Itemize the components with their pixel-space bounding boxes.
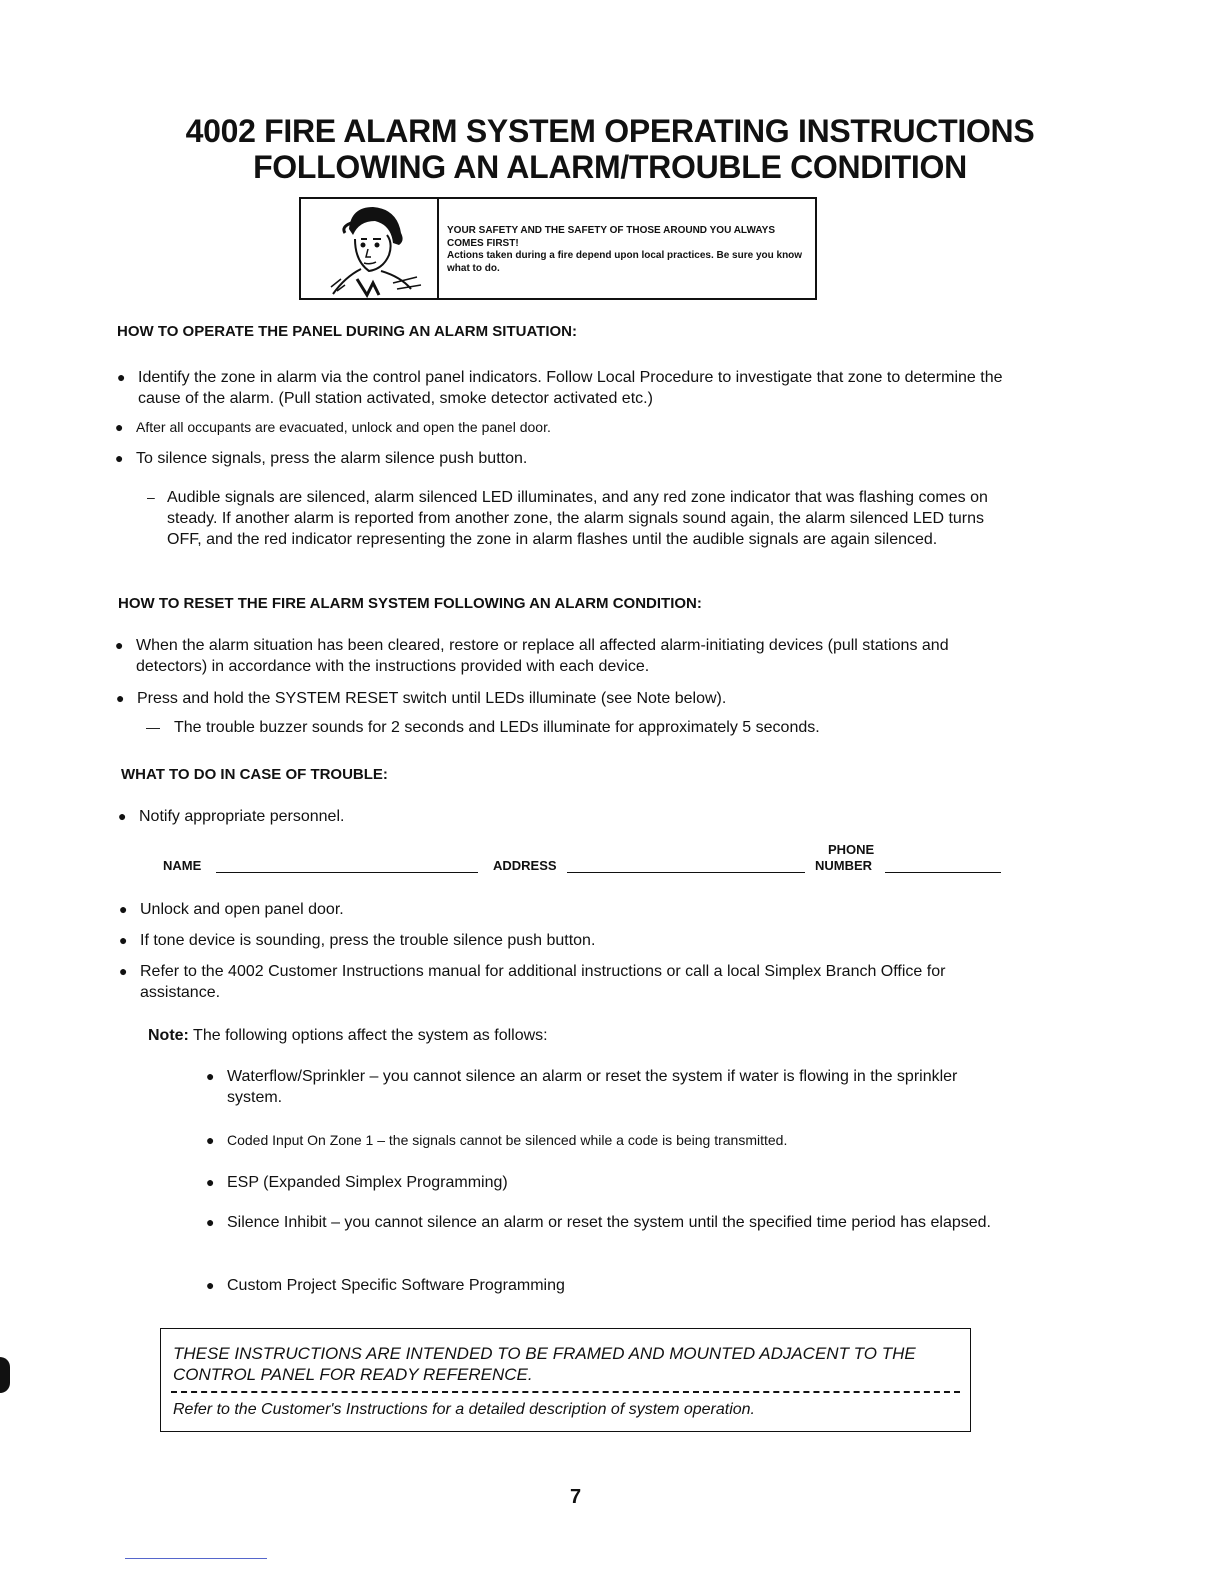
note-label: Note: — [148, 1027, 189, 1044]
list-item: ● Refer to the 4002 Customer Instructions manual for additional instructions or call a local Simplex Branch Office for assistance. — [119, 963, 946, 1001]
note-option: ● Waterflow/Sprinkler – you cannot silence an alarm or reset the system if water is flowing in the sprinkler system. — [206, 1068, 958, 1106]
safety-notice-text — [439, 199, 815, 298]
note-option: ● ESP (Expanded Simplex Programming) — [206, 1174, 508, 1191]
reset-section-heading: HOW TO RESET THE FIRE ALARM SYSTEM FOLLOWING AN ALARM CONDITION: — [118, 595, 702, 612]
address-label: ADDRESS — [493, 858, 557, 873]
bullet-icon: ● — [118, 808, 127, 824]
bullet-icon: ● — [206, 1132, 215, 1148]
bullet-icon: ● — [206, 1277, 215, 1293]
bullet-icon: ● — [116, 690, 125, 706]
bullet-icon: ● — [119, 901, 128, 917]
bottom-rule — [125, 1558, 267, 1559]
list-sub-item: — The trouble buzzer sounds for 2 seconds and LEDs illuminate for approximately 5 seconds. — [146, 719, 820, 736]
footer-divider — [171, 1391, 960, 1393]
title-line-2: FOLLOWING AN ALARM/TROUBLE CONDITION — [253, 149, 967, 185]
bullet-icon: ● — [115, 419, 124, 435]
alarm-section-heading: HOW TO OPERATE THE PANEL DURING AN ALARM SITUATION: — [117, 323, 577, 340]
phone-label: PHONE — [828, 842, 875, 857]
note-option: ● Coded Input On Zone 1 – the signals cannot be silenced while a code is being transmitted. — [227, 1130, 997, 1151]
dash-icon: – — [147, 489, 155, 505]
list-item: ● Unlock and open panel door. — [119, 901, 344, 918]
note-option: ● Silence Inhibit – you cannot silence an alarm or reset the system until the specified time period has elapsed. — [206, 1214, 991, 1231]
trouble-section-heading: WHAT TO DO IN CASE OF TROUBLE: — [121, 766, 388, 783]
phone-number-field[interactable] — [885, 872, 1001, 873]
bullet-icon: ● — [117, 369, 126, 385]
title-line-1: 4002 FIRE ALARM SYSTEM OPERATING INSTRUCTIONS — [185, 113, 1035, 149]
footer-main-text: THESE INSTRUCTIONS ARE INTENDED TO BE FRAMED AND MOUNTED ADJACENT TO THE CONTROL PANEL FOR READY REFERENCE. — [173, 1344, 916, 1384]
note-line — [148, 1025, 1008, 1046]
bullet-icon: ● — [119, 963, 128, 979]
address-field[interactable] — [567, 872, 805, 873]
bullet-icon: ● — [115, 637, 124, 653]
bullet-icon: ● — [115, 450, 124, 466]
binding-marker — [0, 1357, 10, 1393]
bullet-icon: ● — [206, 1214, 215, 1230]
bullet-icon: ● — [206, 1068, 215, 1084]
name-field[interactable] — [216, 872, 478, 873]
footer-notice-box — [160, 1328, 971, 1432]
number-label: NUMBER — [815, 858, 873, 873]
dash-icon: — — [146, 719, 160, 735]
note-text: The following options affect the system as follows: — [193, 1027, 548, 1044]
list-item: ● When the alarm situation has been cleared, restore or replace all affected alarm-initiating devices (pull stations and detectors) in accordance with the instructions provided with each device. — [115, 637, 949, 675]
list-item: ● Identify the zone in alarm via the control panel indicators. Follow Local Procedure to investigate that zone to determine the cause of the alarm. (Pull station activated, smoke detector activated etc.) — [117, 369, 1003, 407]
safety-notice-box — [299, 197, 817, 300]
list-item: ● After all occupants are evacuated, unlock and open the panel door. — [136, 417, 1006, 438]
list-item: ● Press and hold the SYSTEM RESET switch until LEDs illuminate (see Note below). — [116, 690, 727, 707]
bullet-icon: ● — [119, 932, 128, 948]
page-number: 7 — [570, 1486, 582, 1508]
safety-notice-line-2: Actions taken during a fire depend upon local practices. Be sure you know what to do. — [447, 250, 803, 274]
safety-notice-line-1: YOUR SAFETY AND THE SAFETY OF THOSE AROUND YOU ALWAYS COMES FIRST! — [447, 225, 776, 249]
list-item: ● Notify appropriate personnel. — [118, 808, 345, 825]
list-sub-item: – Audible signals are silenced, alarm silenced LED illuminates, and any red zone indicator that was flashing comes on steady. If another alarm is reported from another zone, the alarm signals sound again, the alarm silenced LED turns OFF, and the red indicator representing the zone in alarm flashes until the audible signals are again silenced. — [147, 489, 988, 548]
list-item: ● To silence signals, press the alarm silence push button. — [115, 450, 528, 467]
footer-sub-text: Refer to the Customer's Instructions for a detailed description of system operation. — [173, 1401, 755, 1418]
list-item: ● If tone device is sounding, press the trouble silence push button. — [119, 932, 596, 949]
bullet-icon: ● — [206, 1174, 215, 1190]
firefighter-illustration — [301, 199, 439, 298]
note-option: ● Custom Project Specific Software Programming — [206, 1277, 565, 1294]
name-label: NAME — [163, 858, 202, 873]
